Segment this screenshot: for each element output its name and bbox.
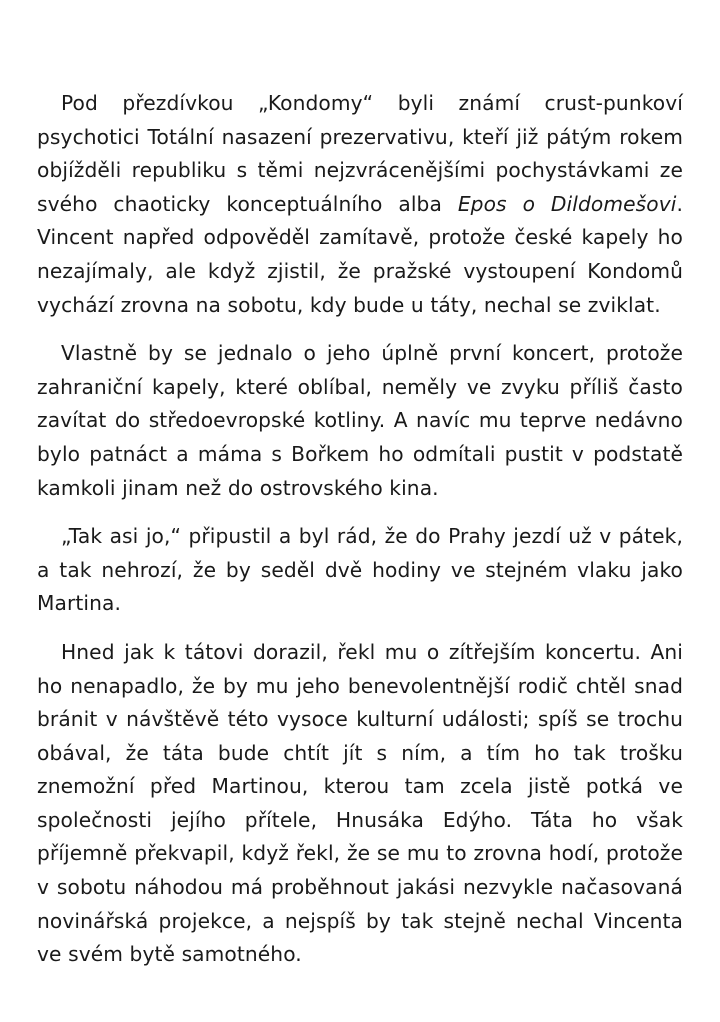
paragraph-3: „Tak asi jo,“ připustil a byl rád, že do Prahy jezdí už v pátek, a tak nehrozí, že by seděl dvě hodiny ve stejném vlaku jako Martina. bbox=[37, 524, 683, 616]
album-title: Epos o Dildomešovi bbox=[457, 191, 677, 216]
paragraph-2: Vlastně by se jednalo o jeho úplně první koncert, protože zahraniční kapely, které oblíbal, neměly ve zvyku příliš často zavítat do středoevropské kotliny. A navíc mu teprve nedávno bylo patnáct a máma s Bořkem ho odmítali pustit v podstatě kamkoli jinam než do ostrovského kina. bbox=[37, 341, 683, 500]
paragraph-1-text-start: Pod přezdívkou „Kondomy“ byli známí crust-punkoví psychotici Totální nasazení prezervativu, kteří již pátým rokem objížděli republiku s těmi nejzvrácenějšími pochystávkami ze svého chaoticky konceptuálního alba bbox=[37, 91, 683, 216]
paragraph-1 bbox=[37, 87, 683, 322]
document-page bbox=[37, 87, 683, 972]
paragraph-4: Hned jak k tátovi dorazil, řekl mu o zítřejším koncertu. Ani ho nenapadlo, že by mu jeho benevolentnější rodič chtěl snad bránit v návštěvě této vysoce kulturní události; spíš se trochu obával, že táta bude chtít jít s ním, a tím ho tak trošku znemožní před Martinou, kterou tam zcela jistě potká ve společnosti jejího přítele, Hnusáka Edýho. Táta ho však příjemně překvapil, když řekl, že se mu to zrovna hodí, protože v sobotu náhodou má proběhnout jakási nezvykle načasovaná novinářská projekce, a nejspíš by tak stejně nechal Vincenta ve svém bytě samotného. bbox=[37, 639, 683, 967]
paragraph-1-text-end: . Vincent napřed odpověděl zamítavě, protože české kapely ho nezajímaly, ale když zjistil, že pražské vystoupení Kondomů vychází zrovna na sobotu, kdy bude u táty, nechal se zviklat. bbox=[37, 191, 683, 317]
